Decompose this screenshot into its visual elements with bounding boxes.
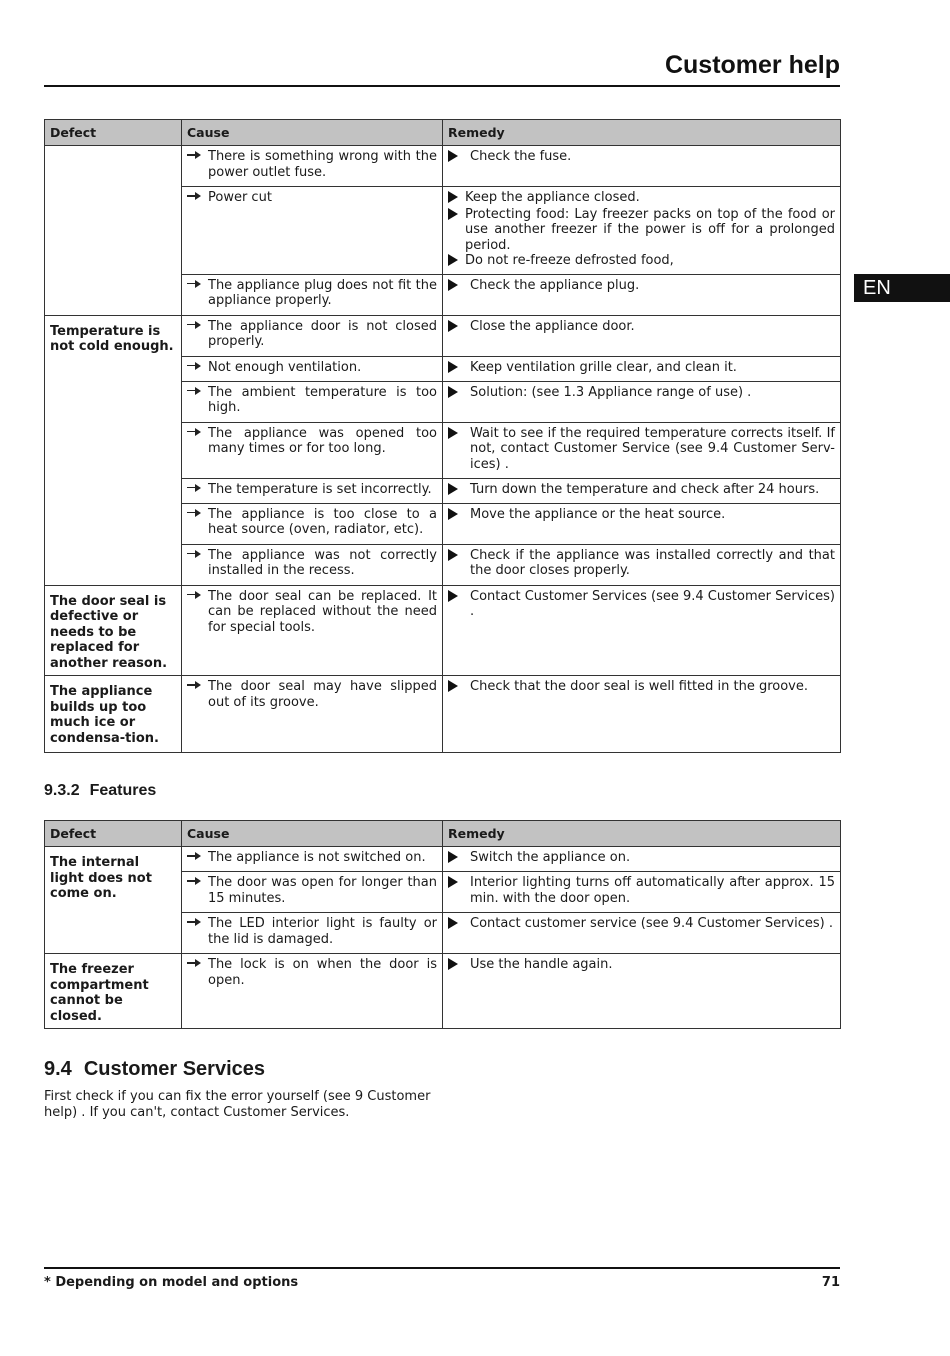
triangle-bullet-icon <box>448 386 458 398</box>
table-row <box>45 847 841 872</box>
arrow-icon <box>187 851 201 861</box>
cause-cell: Not enough ventilation. <box>182 356 443 381</box>
remedy-cell: Check the appliance plug. <box>443 274 841 315</box>
cause-column-header: Cause <box>182 120 443 146</box>
triangle-bullet-icon <box>448 508 458 520</box>
section-number: 9.4 <box>44 1058 72 1080</box>
triangle-bullet-icon <box>448 590 458 602</box>
remedy-cell: Keep ventilation grille clear, and clean it. <box>443 356 841 381</box>
remedy-cell: Check the fuse. <box>443 146 841 187</box>
table-row <box>45 146 841 187</box>
table-row <box>45 585 841 676</box>
defect-column-header: Defect <box>45 821 182 847</box>
cause-cell: The LED interior light is faulty or the lid is damaged. <box>182 913 443 954</box>
table-row <box>45 315 841 356</box>
remedy-column-header: Remedy <box>443 821 841 847</box>
remedy-cell: Close the appliance door. <box>443 315 841 356</box>
header-rule <box>44 85 840 87</box>
page-header-title: Customer help <box>664 51 840 79</box>
arrow-icon <box>187 917 201 927</box>
table-row <box>45 954 841 1029</box>
triangle-bullet-icon <box>448 427 458 439</box>
arrow-icon <box>187 590 201 600</box>
arrow-icon <box>187 876 201 886</box>
triangle-bullet-icon <box>448 320 458 332</box>
remedy-cell: Contact Customer Services (see 9.4 Customer Services) . <box>443 585 841 676</box>
triangle-bullet-icon <box>448 279 458 291</box>
remedy-cell: Turn down the temperature and check after 24 hours. <box>443 478 841 503</box>
remedy-cell: Use the handle again. <box>443 954 841 1029</box>
cause-column-header: Cause <box>182 821 443 847</box>
remedy-cell: Check if the appliance was installed correctly and that the door closes properly. <box>443 544 841 585</box>
triangle-bullet-icon <box>448 361 458 373</box>
features-title: Features <box>89 782 157 799</box>
features-heading <box>44 780 156 802</box>
cause-cell: The door was open for longer than 15 minutes. <box>182 872 443 913</box>
cause-cell: The appliance is too close to a heat source (oven, radiator, etc). <box>182 503 443 544</box>
defect-cell: The freezer compartment cannot be closed. <box>45 954 182 1029</box>
customer-services-paragraph: First check if you can fix the error yourself (see 9 Customer help) . If you can't, contact Customer Services. <box>44 1089 431 1120</box>
cause-cell: There is something wrong with the power outlet fuse. <box>182 146 443 187</box>
cause-cell: The temperature is set incorrectly. <box>182 478 443 503</box>
arrow-icon <box>187 320 201 330</box>
features-number: 9.3.2 <box>44 782 80 799</box>
triangle-bullet-icon <box>448 483 458 495</box>
remedy-cell: Check that the door seal is well fitted in the groove. <box>443 676 841 753</box>
defect-cell: The internal light does not come on. <box>45 847 182 954</box>
cause-cell: The appliance is not switched on. <box>182 847 443 872</box>
defect-column-header: Defect <box>45 120 182 146</box>
triangle-bullet-icon <box>448 150 458 162</box>
triangle-bullet-icon <box>448 549 458 561</box>
footer-note: * Depending on model and options <box>44 1275 299 1290</box>
cause-cell: The door seal can be replaced. It can be replaced without the need for special tools. <box>182 585 443 676</box>
triangle-bullet-icon <box>448 851 458 863</box>
remedy-cell: Wait to see if the required temperature corrects itself. If not, contact Customer Service (see 9.4 Customer Serv-ices) . <box>443 422 841 478</box>
arrow-icon <box>187 508 201 518</box>
remedy-cell: Contact customer service (see 9.4 Customer Services) . <box>443 913 841 954</box>
language-tab: EN <box>854 274 950 302</box>
triangle-bullet-icon <box>448 876 458 888</box>
remedy-column-header: Remedy <box>443 120 841 146</box>
remedy-cell: Solution: (see 1.3 Appliance range of use) . <box>443 381 841 422</box>
cause-cell: The appliance was not correctly installed in the recess. <box>182 544 443 585</box>
arrow-icon <box>187 150 201 160</box>
arrow-icon <box>187 361 201 371</box>
remedy-cell: Switch the appliance on. <box>443 847 841 872</box>
triangle-bullet-icon <box>448 917 458 929</box>
cause-cell: The appliance was opened too many times or for too long. <box>182 422 443 478</box>
table-row <box>45 676 841 753</box>
triangle-bullet-icon <box>448 680 458 692</box>
defect-cell: The door seal is defective or needs to be replaced for another reason. <box>45 585 182 676</box>
arrow-icon <box>187 549 201 559</box>
triangle-bullet-icon <box>448 958 458 970</box>
table-header-row <box>45 120 841 146</box>
cause-cell: The door seal may have slipped out of its groove. <box>182 676 443 753</box>
cause-cell: The appliance plug does not fit the appliance properly. <box>182 274 443 315</box>
arrow-icon <box>187 483 201 493</box>
arrow-icon <box>187 958 201 968</box>
cause-cell: Power cut <box>182 187 443 275</box>
triangle-bullet-icon <box>448 208 458 220</box>
arrow-icon <box>187 680 201 690</box>
troubleshooting-table <box>44 119 841 753</box>
triangle-bullet-icon <box>448 191 458 203</box>
cause-cell: The lock is on when the door is open. <box>182 954 443 1029</box>
page-number: 71 <box>821 1275 840 1290</box>
remedy-cell: Interior lighting turns off automatically after approx. 15 min. with the door open. <box>443 872 841 913</box>
defect-cell <box>45 146 182 316</box>
arrow-icon <box>187 427 201 437</box>
arrow-icon <box>187 386 201 396</box>
remedy-cell: Move the appliance or the heat source. <box>443 503 841 544</box>
arrow-icon <box>187 279 201 289</box>
cause-cell: The appliance door is not closed properly. <box>182 315 443 356</box>
features-table <box>44 820 841 1029</box>
section-title: Customer Services <box>83 1058 266 1080</box>
defect-cell: Temperature is not cold enough. <box>45 315 182 585</box>
arrow-icon <box>187 191 201 201</box>
defect-cell: The appliance builds up too much ice or condensa-tion. <box>45 676 182 753</box>
customer-services-heading <box>44 1055 265 1083</box>
cause-cell: The ambient temperature is too high. <box>182 381 443 422</box>
remedy-cell: Keep the appliance closed. Protecting food: Lay freezer packs on top of the food or use another freezer if the power is off for a prolonged period. Do not re-freeze defrosted food, <box>443 187 841 275</box>
footer-rule <box>44 1267 840 1269</box>
triangle-bullet-icon <box>448 254 458 266</box>
table-header-row <box>45 821 841 847</box>
